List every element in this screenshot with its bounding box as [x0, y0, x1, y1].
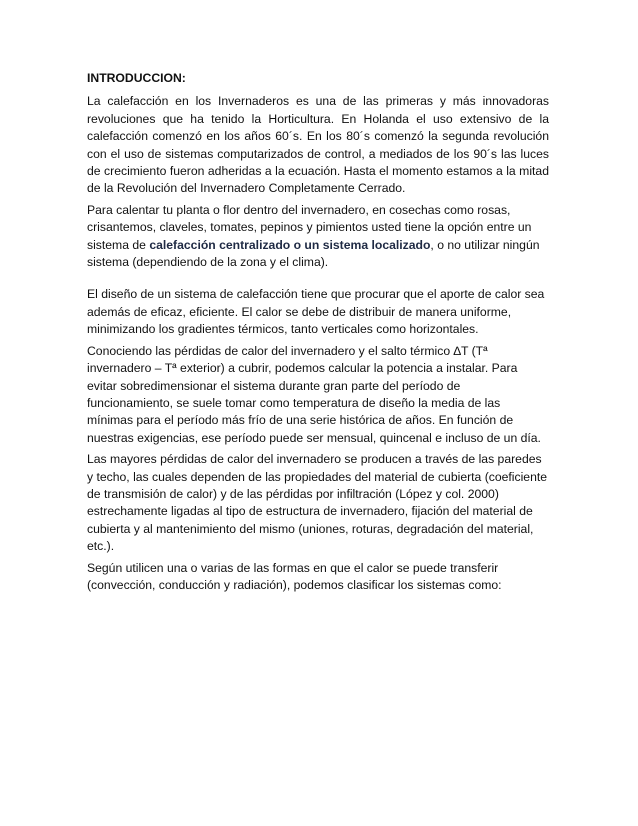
document-page: [87, 70, 549, 598]
heating-options-emphasis: calefacción centralizado o un sistema localizado: [149, 237, 431, 252]
heating-options-text-end: , o no utilizar ningún sistema (dependiendo de la zona y el clima).: [87, 237, 540, 270]
losses-paragraph: Las mayores pérdidas de calor del invernadero se producen a través de las paredes y techo, las cuales dependen de las propiedades del material de cubierta (coeficiente de transmisión de calor) y de las pérdidas por infiltración (López y col. 2000) estrechamente ligadas al tipo de estructura de invernadero, fijación del material de cubierta y al mantenimiento del mismo (uniones, roturas, degradación del material, etc.).: [87, 452, 548, 554]
intro-paragraph: La calefacción en los Invernaderos es una de las primeras y más innovadoras revoluciones que ha tenido la Horticultura. En Holanda el uso extensivo de la calefacción comenzó en los años 60´s. En los 80´s comenzó la segunda revolución con el uso de sistemas computarizados de control, a mediados de los 90´s las luces de crecimiento fueron adheridas a la ecuación. Hasta el momento estamos a la mitad de la Revolución del Invernadero Completamente Cerrado.: [87, 94, 549, 196]
section-heading: INTRODUCCION:: [87, 71, 186, 85]
paragraph-spacer: [87, 275, 549, 286]
thermal-loss-paragraph: Conociendo las pérdidas de calor del invernadero y el salto térmico ∆T (Tª invernadero – Tª exterior) a cubrir, podemos calcular la potencia a instalar. Para evitar sobredimensionar el sistema durante gran parte del período de funcionamiento, se suele tomar como temperatura de diseño la media de las mínimas para el período más frío de una serie histórica de años. En función de nuestras exigencias, ese período puede ser mensual, quincenal e incluso de un día.: [87, 343, 541, 445]
classification-paragraph: Según utilicen una o varias de las formas en que el calor se puede transferir (convección, conducción y radiación), podemos clasificar los sistemas como:: [87, 560, 502, 592]
heating-options-text-start: Para calentar tu planta o flor dentro del invernadero, en cosechas como rosas, crisantemos, claveles, tomates, pepinos y pimientos usted tiene la opción entre un sistema de: [87, 202, 532, 252]
heating-options-paragraph: [87, 202, 549, 272]
design-paragraph: El diseño de un sistema de calefacción tiene que procurar que el aporte de calor sea además de eficaz, eficiente. El calor se debe de distribuir de manera uniforme, minimizando los gradientes térmicos, tanto verticales como horizontales.: [87, 287, 545, 337]
